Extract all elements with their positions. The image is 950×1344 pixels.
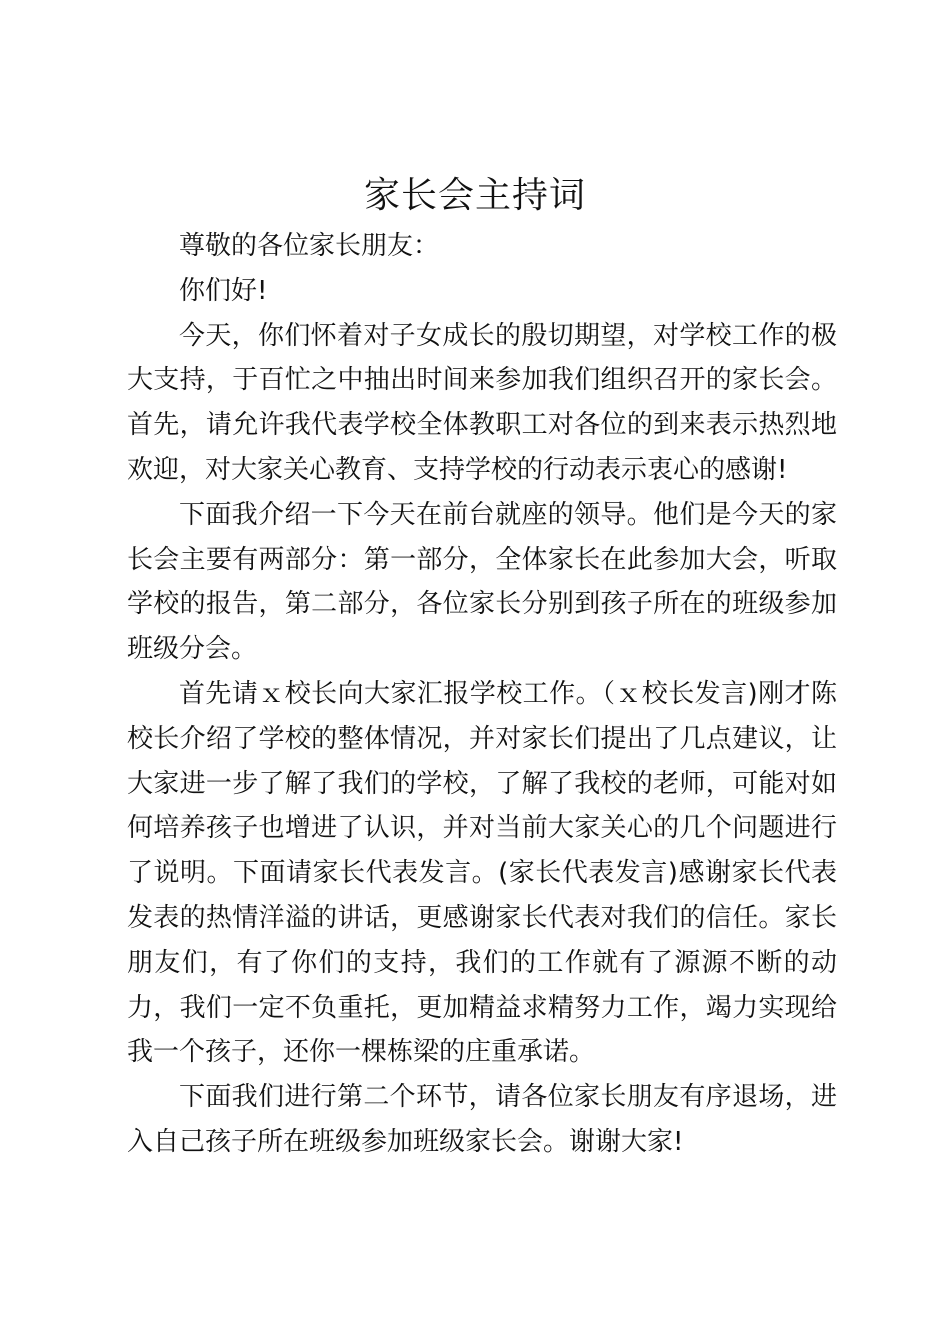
salutation-paragraph: 你们好! bbox=[179, 275, 268, 306]
agenda-paragraph: 下面我介绍一下今天在前台就座的领导。他们是今天的家长会主要有两部分：第一部分，全体家长在此参加大会，听取学校的报告，第二部分，各位家长分别到孩子所在的班级参加班级分会。 bbox=[127, 499, 837, 665]
speeches-paragraph: 首先请ｘ校长向大家汇报学校工作。（ｘ校长发言)刚才陈校长介绍了学校的整体情况，并对家长们提出了几点建议，让大家进一步了解了我们的学校，了解了我校的老师，可能对如何培养孩子也增进了认识，并对当前大家关心的几个问题进行了说明。下面请家长代表发言。(家长代表发言)感谢家长代表发表的热情洋溢的讲话，更感谢家长代表对我们的信任。家长朋友们，有了你们的支持，我们的工作就有了源源不断的动力，我们一定不负重托，更加精益求精努力工作，竭力实现给我一个孩子，还你一棵栋梁的庄重承诺。 bbox=[127, 678, 837, 1068]
closing-paragraph: 下面我们进行第二个环节，请各位家长朋友有序退场，进入自己孩子所在班级参加班级家长会。谢谢大家! bbox=[127, 1082, 837, 1157]
welcome-paragraph: 今天，你们怀着对子女成长的殷切期望，对学校工作的极大支持，于百忙之中抽出时间来参加我们组织召开的家长会。首先，请允许我代表学校全体教职工对各位的到来表示热烈地欢迎，对大家关心教育、支持学校的行动表示衷心的感谢! bbox=[127, 320, 837, 485]
document-body bbox=[127, 224, 837, 1165]
document-title: 家长会主持词 bbox=[363, 175, 586, 216]
greeting-paragraph: 尊敬的各位家长朋友： bbox=[179, 231, 440, 261]
